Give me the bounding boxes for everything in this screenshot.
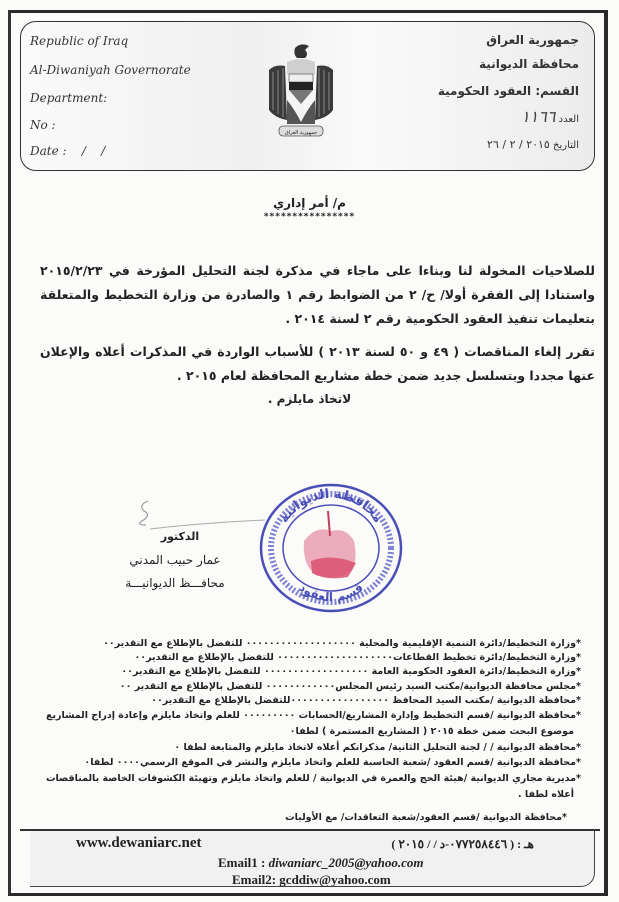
cc-item-10: *محافظة الديوانية /قسم العقود/شعبة التعاقدات/ مع الأوليات [285, 812, 567, 823]
cc-item-6: *محافظة الديوانية /قسم التخطيط وإدارة المشاريع/الحسابات ٠٠٠٠٠٠٠٠٠ للعلم واتخاذ مايلزم وإعادة إدراج المشاريع [46, 710, 581, 721]
official-stamp [256, 481, 406, 616]
cc-item-5: *محافظة الديوانية /مكتب السيد المحافظ ٠٠٠٠٠٠٠٠٠٠٠٠٠٠٠٠٠للتفضل بالإطلاع مع التقدير٠٠ [151, 695, 581, 706]
footer-phone: هـ : ( ٠٧٧٢٥٨٤٤٦-د / / ٢٠١٥ ) [391, 837, 534, 851]
cc-item-3: *وزارة التخطيط/دائرة العقود الحكومية العامة ٠٠٠٠٠٠٠٠٠٠٠٠٠٠٠٠٠٠ للتفضل بالإطلاع مع التقدير٠٠ [121, 666, 581, 677]
closing-line: لاتخاذ مايلزم . [267, 392, 352, 406]
header-en-governorate: Al-Diwaniyah Governorate [30, 63, 191, 77]
cc-item-6-continued: موضوع البحث ضمن خطة ٢٠١٥ ( المشاريع المستمرة ) لطفا٠ [289, 726, 574, 737]
header-en-country: Republic of Iraq [30, 34, 129, 48]
signature-scribble [130, 495, 270, 535]
header-ar-date-row [487, 138, 579, 151]
number-handwritten: ١١٦٦ [521, 107, 556, 126]
header-ar-number-row [521, 107, 579, 126]
header-ar-country: جمهورية العراق [486, 33, 579, 47]
cc-item-9: *مديرية مجاري الديوانية /هيئة الحج والعمرة في الديوانية / للعلم واتخاذ مايلزم وتهيئة الكشوفات الخاصة بالمناقصات [45, 773, 581, 784]
email1-link[interactable]: diwaniarc_2005@yahoo.com [268, 855, 424, 870]
eagle-icon [265, 40, 337, 150]
header-en-number: No : [30, 118, 56, 132]
iraq-eagle-emblem [265, 40, 337, 150]
cc-item-1: *وزارة التخطيط/دائرة التنمية الإقليمية والمحلية ٠٠٠٠٠٠٠٠٠٠٠٠٠٠٠٠٠٠٠ للتفضل بالإطلاع مع التقدير٠٠ [103, 638, 581, 649]
title-stars-divider: **************** [263, 212, 356, 222]
footer-divider [20, 829, 600, 831]
document-title: م/ أمر إداري [273, 196, 346, 210]
signatory-name: عمار حبيب المدني [129, 553, 221, 567]
footer-email1 [218, 855, 423, 871]
stamp-top-text: محافظة الديوانية [276, 486, 386, 526]
cc-item-4: *مجلس محافظة الديوانية/مكتب السيد رئيس المجلس٠٠٠٠٠٠٠٠٠٠٠٠ للتفضل بالإطلاع مع التقدير ٠٠ [119, 681, 581, 692]
cc-item-2: *وزارة التخطيط/دائرة تخطيط القطاعات٠٠٠٠٠٠٠٠٠٠٠٠٠٠٠٠٠٠٠٠ للتفضل بالإطلاع مع التقدير٠٠ [134, 652, 581, 663]
signatory-position: محافـــظ الديوانيـــة [125, 576, 225, 590]
cc-item-7: *محافظة الديوانية / / لجنة التحليل الثانية/ مذكراتكم أعلاه لاتخاذ مايلزم والمتابعة لطفا ٠ [174, 742, 581, 753]
number-label: العدد [558, 114, 579, 125]
header-ar-governorate: محافظة الديوانية [479, 57, 579, 71]
body-paragraph-2: تقرر إلغاء المناقصات ( ٤٩ و ٥٠ لسنة ٢٠١٣ ) للأسباب الواردة في المذكرات أعلاه والإعلان عنها مجددا وبتسلسل جديد ضمن خطة مشاريع المحافظة لعام ٢٠١٥ . [40, 344, 596, 383]
header-ar-department: القسم: العقود الحكومية [437, 84, 579, 98]
body-paragraph-1: للصلاحيات المخولة لنا وبناءا على ماجاء في مذكرة لجنة التحليل المؤرخة في ٢٠١٥/٢/٢٣ واستنادا إلى الفقرة أولا/ ح/ ٢ من الضوابط رقم ١ والصادرة من وزارة التخطيط والمتعلقة بتعليمات تنفيذ العقود الحكومية رقم ٢ لسنة ٢٠١٤ . [40, 263, 595, 326]
header-en-date: Date : / / [30, 144, 106, 158]
signatory-title: الدكتور [160, 530, 200, 543]
header-en-department: Department: [30, 91, 108, 105]
date-label: التاريخ [553, 140, 579, 151]
cc-item-9-continued: أعلاه لطفا . [517, 789, 574, 800]
cc-item-8: *محافظة الديوانية /قسم العقود /شعبة الحاسبة للعلم واتخاذ مايلزم والنشر في الموقع الرسمي٠٠٠٠ لطفا٠ [84, 757, 581, 768]
email1-label: Email1 : [218, 855, 269, 870]
emblem-caption: جمهورية العراق [284, 130, 318, 136]
footer-email2[interactable]: Email2: gcddiw@yahoo.com [232, 872, 391, 887]
stamp-bottom-text: قسم العقود [296, 580, 366, 605]
stamp-seal-icon [256, 481, 406, 616]
footer-website[interactable]: www.dewaniarc.net [76, 835, 202, 851]
date-value: ٢٠١٥ / ٢ / ٢٦ [487, 138, 550, 151]
